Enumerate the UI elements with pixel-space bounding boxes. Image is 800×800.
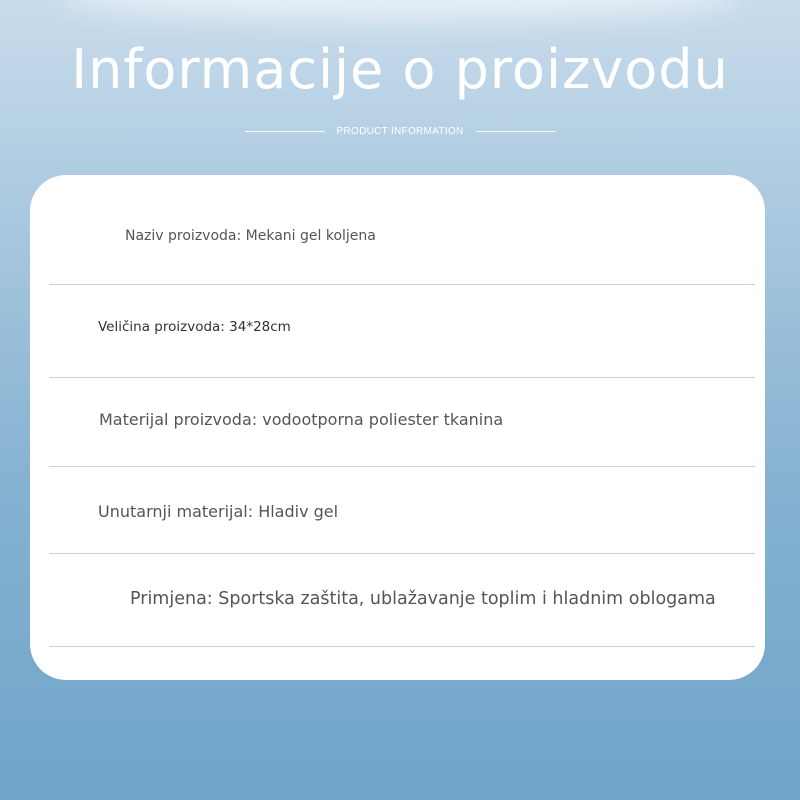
info-row-application [49,554,755,647]
subtitle-divider-left [245,131,325,132]
subtitle-divider-right [476,131,556,132]
top-glow [60,0,740,20]
info-row-product-material [49,378,755,467]
info-row-text: Veličina proizvoda: 34*28cm [98,319,291,335]
info-row-text: Materijal proizvoda: vodootporna poliester tkanina [99,410,504,429]
info-card [30,175,765,680]
info-row-product-name [49,175,755,285]
page-title: Informacije o proizvodu [71,38,729,101]
info-row-product-size [49,285,755,378]
info-row-text: Unutarnji materijal: Hladiv gel [98,502,339,521]
info-row-inner-material [49,467,755,554]
page-subtitle: PRODUCT INFORMATION [336,126,464,137]
info-row-text: Naziv proizvoda: Mekani gel koljena [125,228,376,244]
info-row-text: Primjena: Sportska zaštita, ublažavanje toplim i hladnim oblogama [130,589,716,609]
subtitle-row [0,126,800,137]
